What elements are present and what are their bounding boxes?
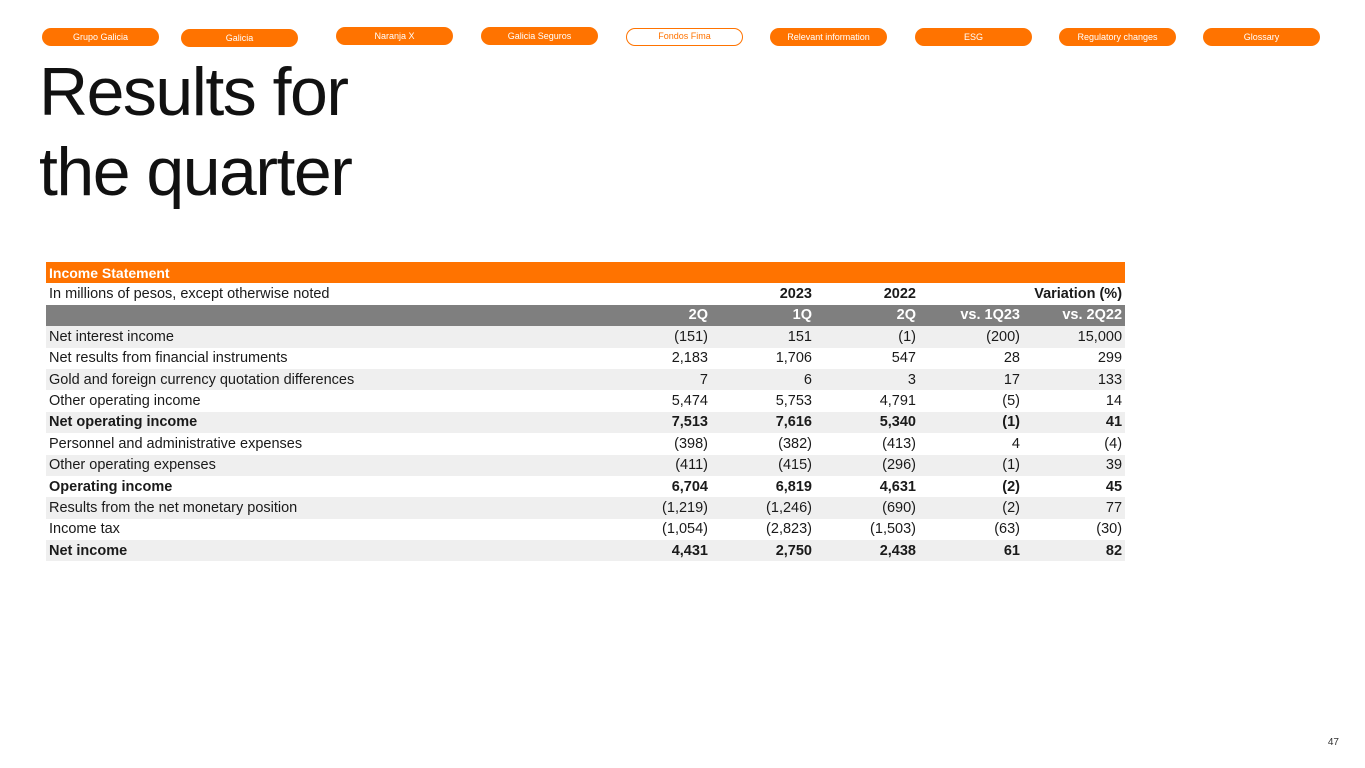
value-2q23: 7 <box>603 369 711 390</box>
value-2q23: 6,704 <box>603 476 711 497</box>
value-2q22: (296) <box>815 455 919 476</box>
value-2q22: (690) <box>815 497 919 518</box>
table-units-note: In millions of pesos, except otherwise noted <box>46 283 603 304</box>
value-vs-2q22: 15,000 <box>1023 326 1125 347</box>
row-label: Gold and foreign currency quotation differences <box>46 369 603 390</box>
value-1q23: 6,819 <box>711 476 815 497</box>
table-header-row <box>46 262 1125 283</box>
value-vs-1q23: (63) <box>919 519 1023 540</box>
row-label: Other operating income <box>46 390 603 411</box>
column-header-2q23: 2Q <box>603 305 711 326</box>
page-title <box>39 52 351 212</box>
row-label: Income tax <box>46 519 603 540</box>
table-row <box>46 326 1125 347</box>
value-1q23: (1,246) <box>711 497 815 518</box>
value-1q23: (2,823) <box>711 519 815 540</box>
year-2023-label: 2023 <box>711 283 815 304</box>
table-row <box>46 455 1125 476</box>
column-header-vs-1q23: vs. 1Q23 <box>919 305 1023 326</box>
variation-label: Variation (%) <box>1023 283 1125 304</box>
row-label: Operating income <box>46 476 603 497</box>
nav-regulatory-changes-button[interactable]: Regulatory changes <box>1059 28 1176 46</box>
value-2q23: (398) <box>603 433 711 454</box>
nav-esg-button[interactable]: ESG <box>915 28 1032 46</box>
value-2q23: (411) <box>603 455 711 476</box>
value-2q23: (1,219) <box>603 497 711 518</box>
table-row <box>46 497 1125 518</box>
value-2q22: 2,438 <box>815 540 919 561</box>
nav-relevant-information-button[interactable]: Relevant information <box>770 28 887 46</box>
value-2q23: 2,183 <box>603 348 711 369</box>
page-title-line-2: the quarter <box>39 134 352 210</box>
value-vs-1q23: (5) <box>919 390 1023 411</box>
table-row <box>46 540 1125 561</box>
value-vs-1q23: 17 <box>919 369 1023 390</box>
value-1q23: 7,616 <box>711 412 815 433</box>
row-label: Results from the net monetary position <box>46 497 603 518</box>
value-vs-1q23: (1) <box>919 455 1023 476</box>
value-2q23: (1,054) <box>603 519 711 540</box>
value-vs-2q22: (30) <box>1023 519 1125 540</box>
value-vs-1q23: (1) <box>919 412 1023 433</box>
value-vs-1q23: (2) <box>919 497 1023 518</box>
row-label: Net income <box>46 540 603 561</box>
value-vs-1q23: 61 <box>919 540 1023 561</box>
value-vs-2q22: 39 <box>1023 455 1125 476</box>
value-vs-2q22: (4) <box>1023 433 1125 454</box>
value-vs-1q23: 4 <box>919 433 1023 454</box>
value-1q23: 2,750 <box>711 540 815 561</box>
row-label: Net results from financial instruments <box>46 348 603 369</box>
value-2q23: 4,431 <box>603 540 711 561</box>
nav-galicia-seguros-button[interactable]: Galicia Seguros <box>481 27 598 45</box>
nav-grupo-galicia-button[interactable]: Grupo Galicia <box>42 28 159 46</box>
value-vs-2q22: 299 <box>1023 348 1125 369</box>
income-statement-table <box>46 262 1125 561</box>
value-1q23: (415) <box>711 455 815 476</box>
value-vs-1q23: (200) <box>919 326 1023 347</box>
nav-glossary-button[interactable]: Glossary <box>1203 28 1320 46</box>
value-2q22: (1,503) <box>815 519 919 540</box>
value-2q23: 5,474 <box>603 390 711 411</box>
nav-fondos-fima-button[interactable]: Fondos Fima <box>626 28 743 46</box>
table-subheader-row <box>46 283 1125 304</box>
row-label: Net interest income <box>46 326 603 347</box>
value-vs-2q22: 82 <box>1023 540 1125 561</box>
value-2q22: 547 <box>815 348 919 369</box>
value-vs-2q22: 45 <box>1023 476 1125 497</box>
table-row <box>46 433 1125 454</box>
value-2q22: 3 <box>815 369 919 390</box>
table-header-title: Income Statement <box>46 262 1125 283</box>
value-2q23: (151) <box>603 326 711 347</box>
nav-naranja-x-button[interactable]: Naranja X <box>336 27 453 45</box>
value-1q23: 151 <box>711 326 815 347</box>
value-vs-2q22: 133 <box>1023 369 1125 390</box>
value-1q23: 5,753 <box>711 390 815 411</box>
row-label: Personnel and administrative expenses <box>46 433 603 454</box>
table-row <box>46 369 1125 390</box>
page-title-line-1: Results for <box>39 54 348 130</box>
value-1q23: 6 <box>711 369 815 390</box>
value-vs-2q22: 14 <box>1023 390 1125 411</box>
value-2q23: 7,513 <box>603 412 711 433</box>
table-row <box>46 476 1125 497</box>
value-vs-2q22: 41 <box>1023 412 1125 433</box>
row-label: Net operating income <box>46 412 603 433</box>
value-2q22: 4,791 <box>815 390 919 411</box>
row-label: Other operating expenses <box>46 455 603 476</box>
column-header-row <box>46 305 1125 326</box>
table-row <box>46 348 1125 369</box>
table-row <box>46 519 1125 540</box>
value-vs-2q22: 77 <box>1023 497 1125 518</box>
page-number: 47 <box>1327 737 1339 748</box>
column-header-1q23: 1Q <box>711 305 815 326</box>
value-2q22: (1) <box>815 326 919 347</box>
value-1q23: (382) <box>711 433 815 454</box>
value-2q22: 5,340 <box>815 412 919 433</box>
value-2q22: (413) <box>815 433 919 454</box>
value-1q23: 1,706 <box>711 348 815 369</box>
table-row <box>46 412 1125 433</box>
column-header-vs-2q22: vs. 2Q22 <box>1023 305 1125 326</box>
table-row <box>46 390 1125 411</box>
value-vs-1q23: 28 <box>919 348 1023 369</box>
value-2q22: 4,631 <box>815 476 919 497</box>
year-2022-label: 2022 <box>815 283 919 304</box>
value-vs-1q23: (2) <box>919 476 1023 497</box>
column-header-2q22: 2Q <box>815 305 919 326</box>
nav-galicia-button[interactable]: Galicia <box>181 29 298 47</box>
